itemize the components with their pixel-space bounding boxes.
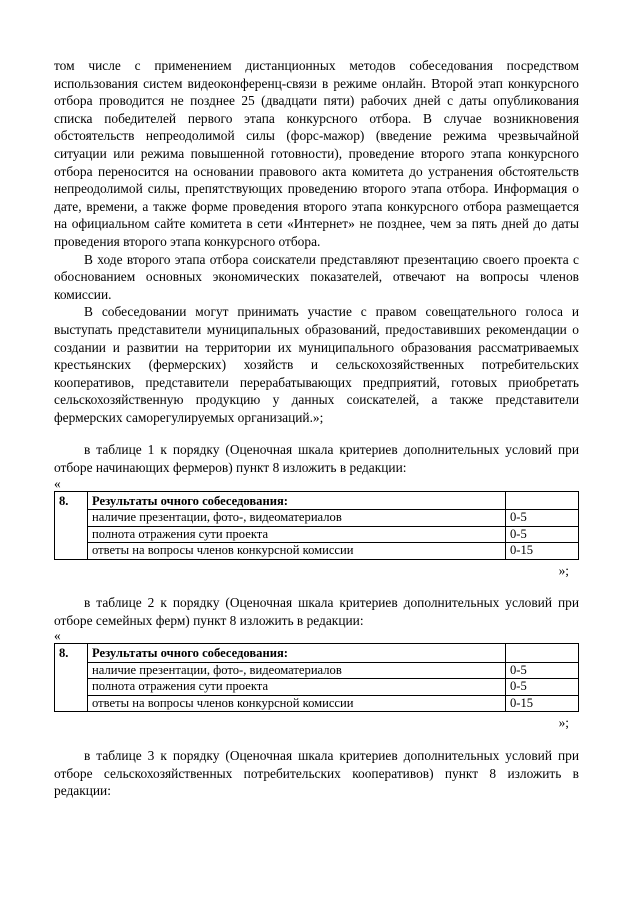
table2-header: Результаты очного собеседования: [88, 644, 506, 663]
paragraph-participants: В собеседовании могут принимать участие с правом совещательного голоса и выступать представители муниципальных образований, предоставивших рекомендации о создании и развитии на территории их муниципального образования рассматриваемых крестьянских (фермерских) хозяйств и сельскохозяйственных потребительских кооперативов, представители перерабатывающих предприятий, готовых приобретать сельскохозяйственную продукцию у данных соискателей, а также представители фермерских саморегулируемых организаций.»; [54, 304, 579, 425]
quote-close-mark: »; [558, 715, 569, 731]
table2-row-label: ответы на вопросы членов конкурсной комиссии [88, 695, 506, 712]
paragraph-table1-intro: в таблице 1 к порядку (Оценочная шкала критериев дополнительных условий при отборе начинающих фермеров) пункт 8 изложить в редакции: [54, 442, 579, 476]
paragraph-interview-procedure: том числе с применением дистанционных методов собеседования посредством использования систем видеоконференц-связи в режиме онлайн. Второй этап конкурсного отбора проводится не позднее 25 (двадцати пяти) рабочих дней с даты опубликования списка победителей первого этапа конкурсного отбора. В случае возникновения обстоятельств непреодолимой силы (форс-мажор) (введение режима чрезвычайной ситуации или режима повышенной готовности), проведение второго этапа конкурсного отбора переносится на основании правового акта комитета до устранения обстоятельств непреодолимой силы, препятствующих проведению второго этапа отбора. Информация о дате, времени, а также форме проведения второго этапа конкурсного отбора размещается на официальном сайте комитета в сети «Интернет» не позднее, чем за пять дней до даты проведения второго этапа конкурсного отбора. [54, 58, 579, 249]
table2-header-score [506, 644, 579, 663]
document-page [54, 57, 579, 800]
table1-header-score [506, 491, 579, 510]
table1-header: Результаты очного собеседования: [88, 491, 506, 510]
table2-row-label: наличие презентации, фото-, видеоматериалов [88, 662, 506, 679]
table2-row-label: полнота отражения сути проекта [88, 679, 506, 696]
table2-row-score: 0-5 [506, 662, 579, 679]
table2-row-score: 0-15 [506, 695, 579, 712]
table1-row-label: наличие презентации, фото-, видеоматериалов [88, 510, 506, 527]
paragraph-presentation: В ходе второго этапа отбора соискатели представляют презентацию своего проекта с обоснованием основных экономических показателей, отвечают на вопросы членов комиссии. [54, 251, 579, 302]
quote-open-mark: « [54, 628, 61, 644]
table1-row-score: 0-15 [506, 543, 579, 560]
table2-item-number: 8. [55, 644, 88, 712]
paragraph-table2-intro: в таблице 2 к порядку (Оценочная шкала критериев дополнительных условий при отборе семейных ферм) пункт 8 изложить в редакции: [54, 595, 579, 628]
quote-open-mark: « [54, 475, 61, 491]
table1-row-label: полнота отражения сути проекта [88, 526, 506, 543]
table1-row-score: 0-5 [506, 510, 579, 527]
table2-row-score: 0-5 [506, 679, 579, 696]
quote-close-mark: »; [558, 562, 569, 578]
table1-row-score: 0-5 [506, 526, 579, 543]
criteria-table-2 [54, 643, 579, 712]
paragraph-table3-intro: в таблице 3 к порядку (Оценочная шкала критериев дополнительных условий при отборе сельскохозяйственных потребительских кооперативов) пункт 8 изложить в редакции: [54, 748, 579, 799]
table1-item-number: 8. [55, 491, 88, 559]
criteria-table-1 [54, 491, 579, 560]
table1-row-label: ответы на вопросы членов конкурсной комиссии [88, 543, 506, 560]
